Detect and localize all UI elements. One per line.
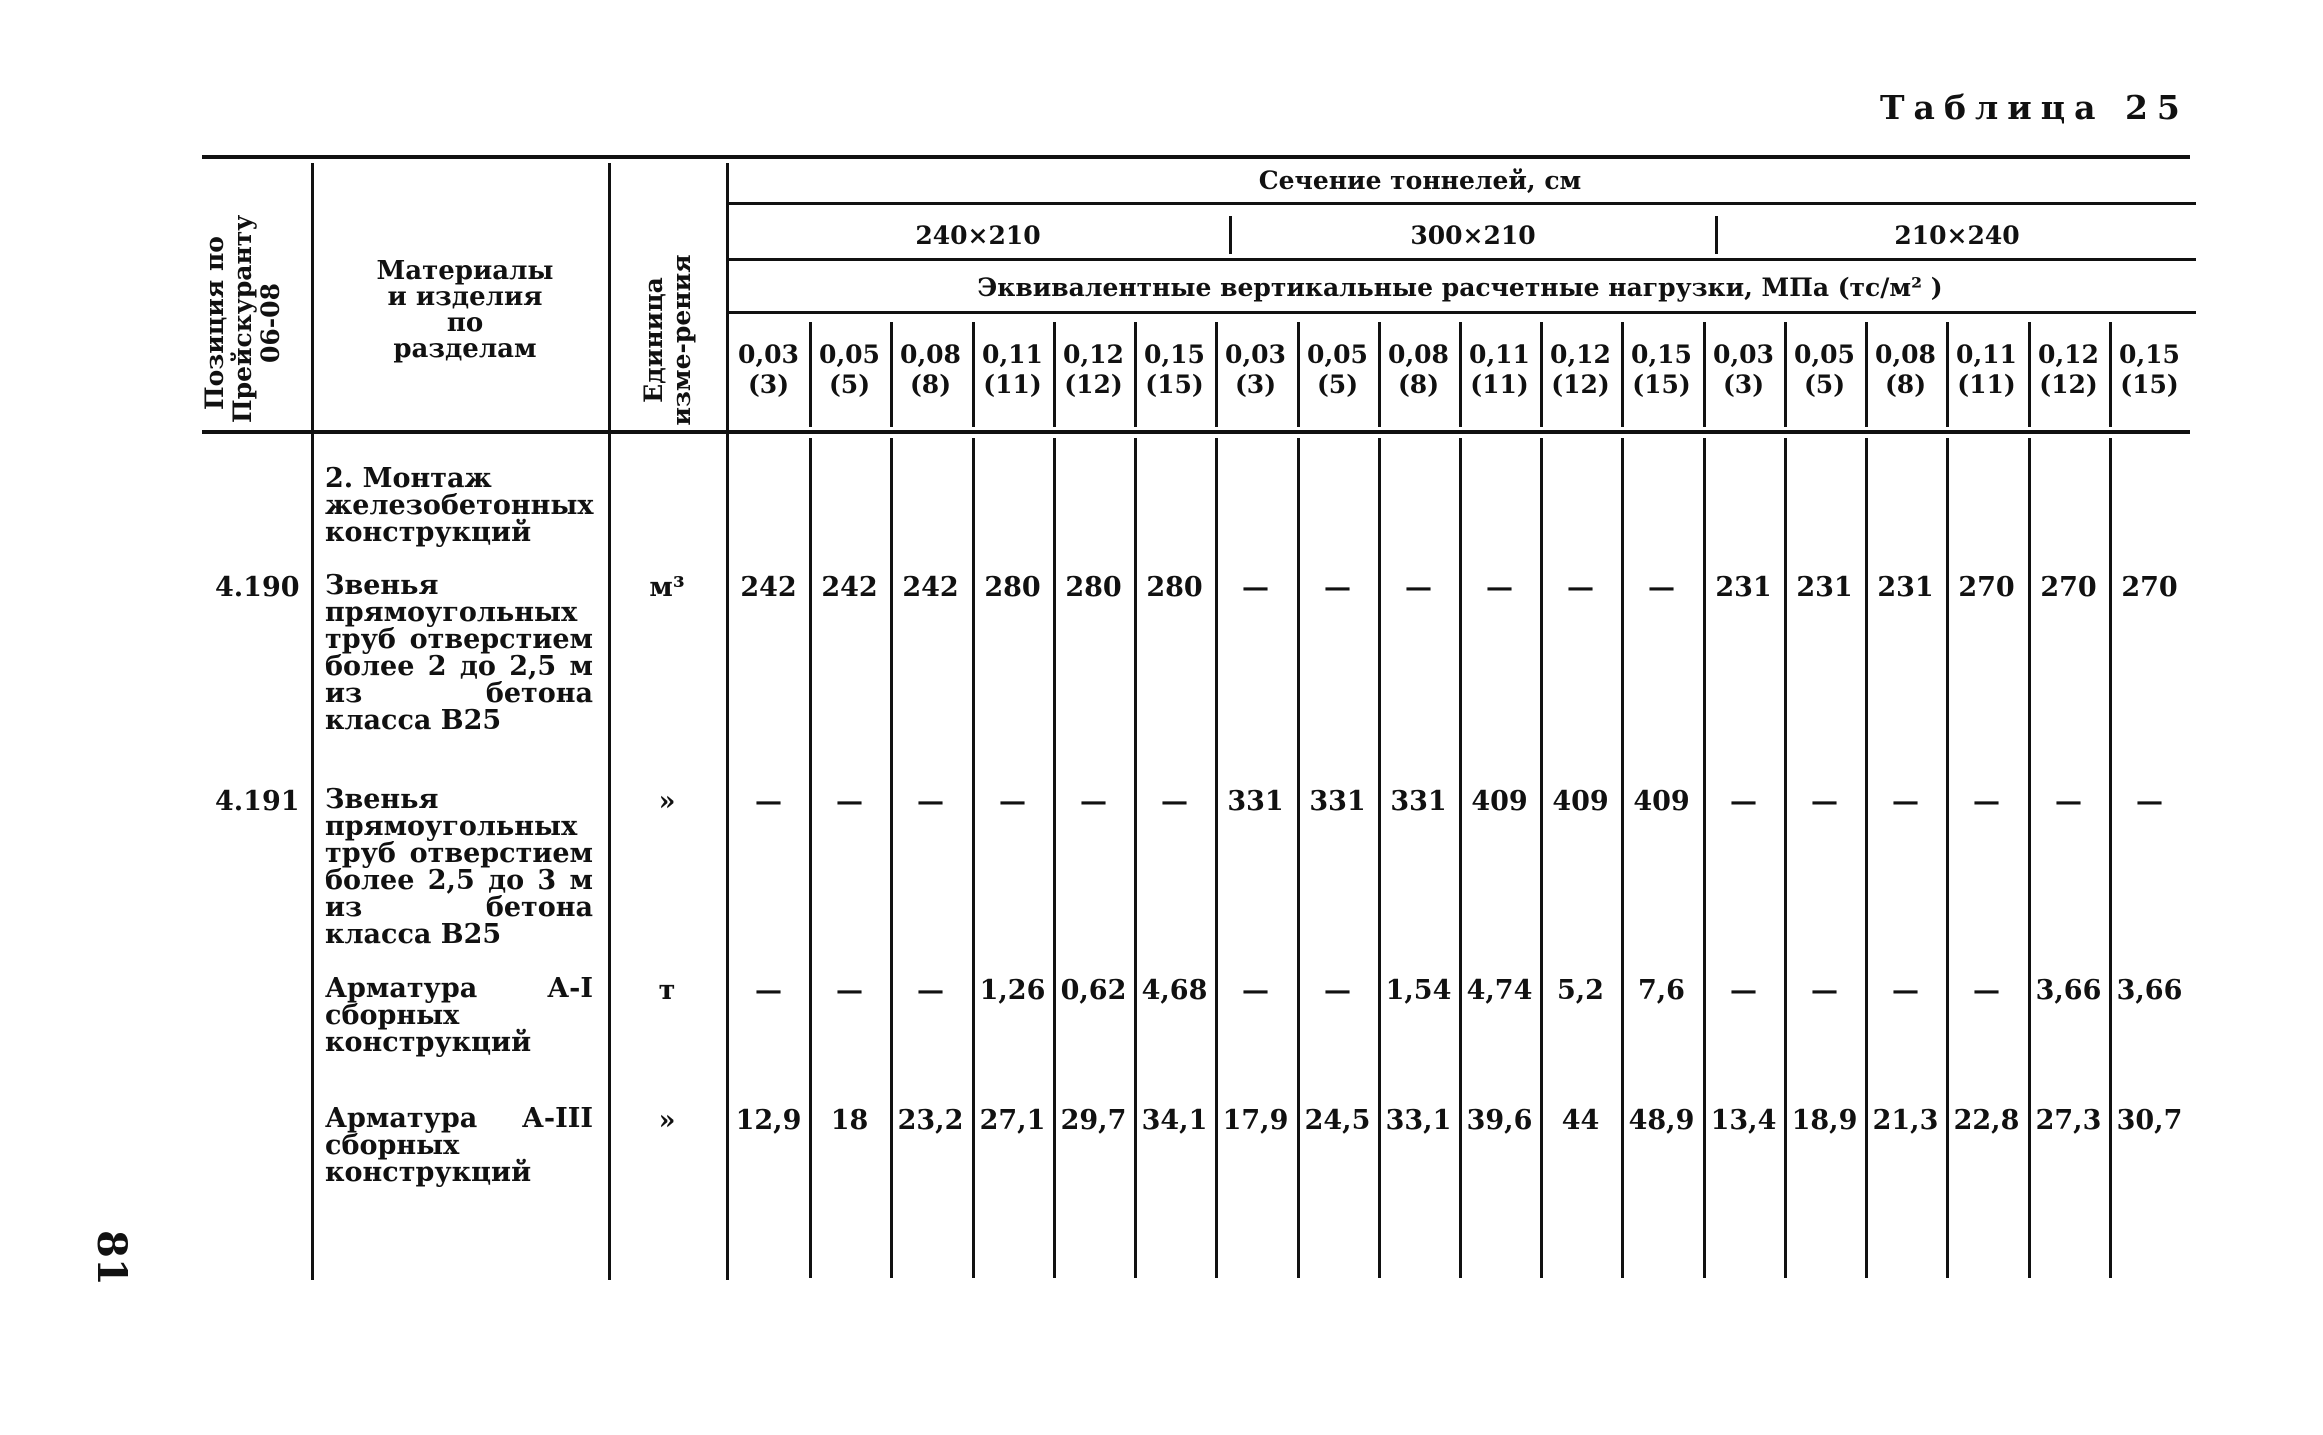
- data-col-divider: [1297, 438, 1300, 1278]
- data-col-divider: [1703, 438, 1706, 1278]
- load-header: 0,03 (3): [738, 340, 799, 399]
- table-cell: 409: [1471, 786, 1528, 817]
- loads-caption: Эквивалентные вертикальные расчетные нагрузки, МПа (тс/м² ): [977, 272, 1943, 302]
- load-header: 0,03 (3): [1713, 340, 1774, 399]
- table-cell: 4,68: [1141, 975, 1208, 1006]
- table-cell: —: [1242, 572, 1269, 603]
- section-group-header: Сечение тоннелей, см: [1258, 165, 1582, 195]
- table-cell: —: [1486, 572, 1513, 603]
- table-cell: —: [917, 786, 944, 817]
- data-col-divider: [1946, 438, 1949, 1278]
- table-cell: 1,26: [979, 975, 1046, 1006]
- table-cell: —: [1567, 572, 1594, 603]
- table-cell: 44: [1561, 1105, 1600, 1136]
- table-cell: 242: [740, 572, 797, 603]
- load-header: 0,12 (12): [2038, 340, 2099, 399]
- table-cell: —: [1324, 975, 1351, 1006]
- table-cell: 22,8: [1953, 1105, 2020, 1136]
- table-cell: —: [917, 975, 944, 1006]
- col-divider-1: [311, 163, 314, 1280]
- table-cell: 231: [1715, 572, 1772, 603]
- table-cell: 33,1: [1385, 1105, 1452, 1136]
- row-4-unit: »: [658, 1105, 676, 1136]
- table-cell: —: [2136, 786, 2163, 817]
- table-cell: 5,2: [1557, 975, 1604, 1006]
- table-cell: —: [1080, 786, 1107, 817]
- table-cell: 34,1: [1141, 1105, 1208, 1136]
- table-cell: 13,4: [1710, 1105, 1777, 1136]
- table-cell: —: [755, 975, 782, 1006]
- data-col-divider: [1621, 438, 1624, 1278]
- table-cell: 231: [1796, 572, 1853, 603]
- table-cell: 280: [1146, 572, 1203, 603]
- table-cell: —: [1405, 572, 1432, 603]
- load-header: 0,15 (15): [1631, 340, 1692, 399]
- table-cell: 3,66: [2116, 975, 2183, 1006]
- table-cell: —: [1892, 786, 1919, 817]
- table-cell: 17,9: [1222, 1105, 1289, 1136]
- table-cell: —: [1811, 786, 1838, 817]
- table-cell: —: [999, 786, 1026, 817]
- table-cell: —: [1242, 975, 1269, 1006]
- materials-header: Материалы и изделия по разделам: [376, 256, 554, 364]
- table-cell: 48,9: [1628, 1105, 1695, 1136]
- data-col-divider: [1378, 438, 1381, 1278]
- table-cell: 30,7: [2116, 1105, 2183, 1136]
- row-1-unit: м³: [649, 572, 685, 603]
- table-cell: 24,5: [1304, 1105, 1371, 1136]
- table-cell: —: [1973, 786, 2000, 817]
- row-2-position: 4.191: [215, 786, 300, 817]
- table-cell: —: [755, 786, 782, 817]
- row-2-name: Звенья прямоугольных труб отверстием более 2,5 до 3 м из бетона класса В25: [325, 784, 593, 950]
- table-cell: —: [1973, 975, 2000, 1006]
- load-header: 0,05 (5): [819, 340, 880, 399]
- table-cell: 270: [1958, 572, 2015, 603]
- load-header: 0,08 (8): [1388, 340, 1449, 399]
- size-240x210: 240×210: [915, 220, 1041, 250]
- table-cell: 27,1: [979, 1105, 1046, 1136]
- table-cell: 0,62: [1060, 975, 1127, 1006]
- table-cell: —: [1730, 975, 1757, 1006]
- table-cell: 3,66: [2035, 975, 2102, 1006]
- table-cell: 409: [1633, 786, 1690, 817]
- section-header-rule: [728, 202, 2196, 205]
- data-col-divider: [809, 438, 812, 1278]
- data-col-divider: [972, 438, 975, 1278]
- table-cell: —: [1324, 572, 1351, 603]
- table-cell: 18,9: [1791, 1105, 1858, 1136]
- load-header: 0,08 (8): [900, 340, 961, 399]
- table-cell: —: [1811, 975, 1838, 1006]
- load-header: 0,03 (3): [1225, 340, 1286, 399]
- table-cell: 12,9: [735, 1105, 802, 1136]
- data-col-divider: [1134, 438, 1137, 1278]
- table-cell: 39,6: [1466, 1105, 1533, 1136]
- table-cell: 23,2: [897, 1105, 964, 1136]
- load-header: 0,12 (12): [1063, 340, 1124, 399]
- load-header: 0,15 (15): [1144, 340, 1205, 399]
- table-cell: —: [836, 975, 863, 1006]
- position-header: Позиция по Прейскуранту 06-08: [200, 214, 285, 423]
- data-col-divider: [1865, 438, 1868, 1278]
- row-3-name: Арматура А-I сборных конструкций: [325, 973, 593, 1058]
- unit-header: Единица изме-рения: [639, 254, 696, 426]
- table-cell: —: [836, 786, 863, 817]
- row-3-unit: т: [658, 975, 676, 1006]
- row-4-name: Арматура А-III сборных конструкций: [325, 1103, 593, 1188]
- table-cell: 7,6: [1638, 975, 1685, 1006]
- data-col-divider: [1459, 438, 1462, 1278]
- table-cell: 231: [1877, 572, 1934, 603]
- table-cell: —: [1730, 786, 1757, 817]
- table-cell: 409: [1552, 786, 1609, 817]
- size-210x240: 210×240: [1894, 220, 2020, 250]
- sizes-rule: [728, 258, 2196, 261]
- table-cell: —: [1892, 975, 1919, 1006]
- data-col-divider: [1540, 438, 1543, 1278]
- table-cell: 331: [1390, 786, 1447, 817]
- table-cell: 280: [1065, 572, 1122, 603]
- table-cell: 331: [1309, 786, 1366, 817]
- row-2-unit: »: [658, 786, 676, 817]
- loads-caption-rule: [728, 311, 2196, 314]
- table-cell: 18: [830, 1105, 869, 1136]
- data-col-divider: [1215, 438, 1218, 1278]
- load-header: 0,11 (11): [982, 340, 1043, 399]
- data-col-divider: [2028, 438, 2031, 1278]
- load-header: 0,12 (12): [1550, 340, 1611, 399]
- table-cell: 242: [902, 572, 959, 603]
- col-divider-2: [608, 163, 611, 1280]
- table-cell: —: [1161, 786, 1188, 817]
- header-bottom-rule: [202, 430, 2190, 434]
- row-1-name: Звенья прямоугольных труб отверстием более 2 до 2,5 м из бетона класса В25: [325, 570, 593, 736]
- table-cell: 27,3: [2035, 1105, 2102, 1136]
- table-cell: 270: [2040, 572, 2097, 603]
- table-cell: —: [2055, 786, 2082, 817]
- load-header: 0,05 (5): [1794, 340, 1855, 399]
- load-header: 0,11 (11): [1956, 340, 2017, 399]
- table-title: Таблица 25: [1880, 88, 2189, 127]
- table-cell: 280: [984, 572, 1041, 603]
- table-cell: 29,7: [1060, 1105, 1127, 1136]
- top-rule: [202, 155, 2190, 159]
- size-300x210: 300×210: [1410, 220, 1536, 250]
- load-header: 0,11 (11): [1469, 340, 1530, 399]
- data-col-divider: [1053, 438, 1056, 1278]
- table-cell: 1,54: [1385, 975, 1452, 1006]
- section-title: 2. Монтаж железобетонных конструкций: [325, 463, 594, 548]
- data-col-divider: [2109, 438, 2112, 1278]
- table-cell: 331: [1227, 786, 1284, 817]
- load-header: 0,08 (8): [1875, 340, 1936, 399]
- row-1-position: 4.190: [215, 572, 300, 603]
- table-cell: 270: [2121, 572, 2178, 603]
- table-cell: 4,74: [1466, 975, 1533, 1006]
- data-col-divider: [1784, 438, 1787, 1278]
- table-cell: 21,3: [1872, 1105, 1939, 1136]
- table-cell: —: [1648, 572, 1675, 603]
- load-header: 0,05 (5): [1307, 340, 1368, 399]
- page-number: 81: [88, 1230, 135, 1286]
- table-cell: 242: [821, 572, 878, 603]
- load-header: 0,15 (15): [2119, 340, 2180, 399]
- data-col-divider: [890, 438, 893, 1278]
